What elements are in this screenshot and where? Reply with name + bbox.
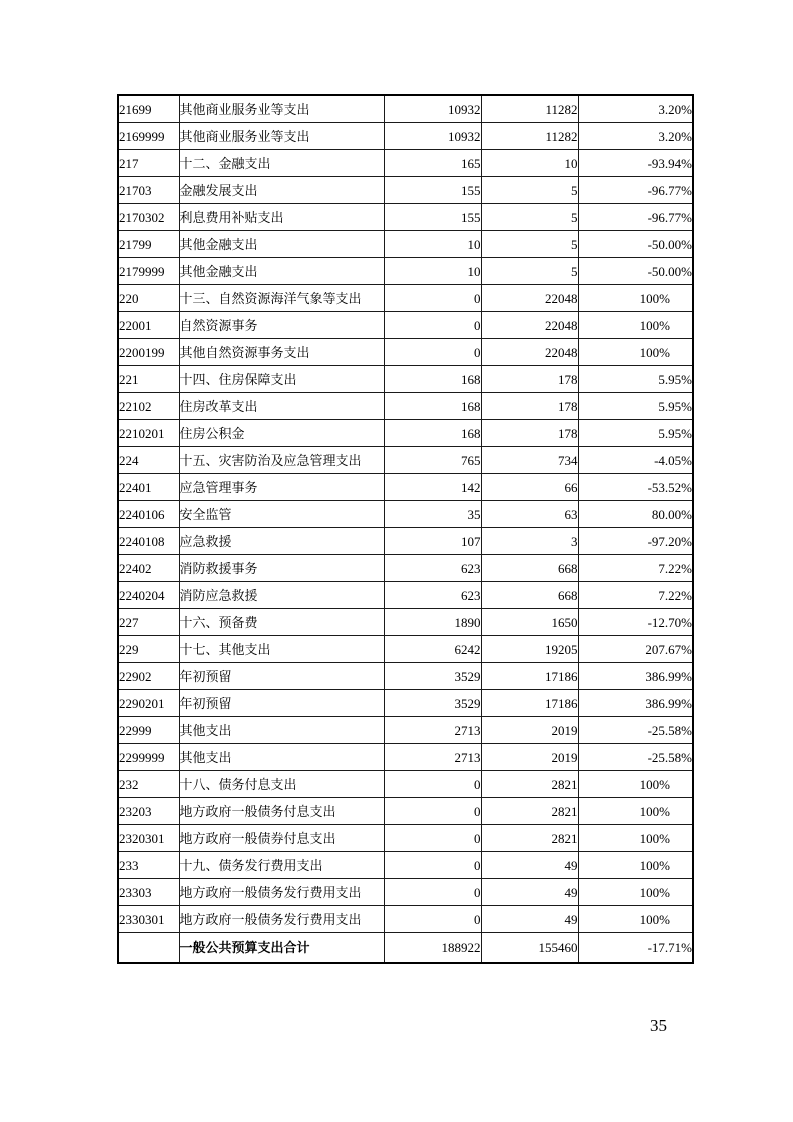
- cell-name: 利息费用补贴支出: [179, 204, 384, 231]
- cell-prev-value: 0: [384, 285, 481, 312]
- cell-change-pct: 3.20%: [578, 95, 693, 123]
- cell-change-pct: -53.52%: [578, 474, 693, 501]
- table-row: [118, 663, 693, 690]
- cell-curr-value: 22048: [481, 312, 578, 339]
- cell-curr-value: 66: [481, 474, 578, 501]
- cell-change-pct: 100%: [578, 879, 693, 906]
- cell-code: 232: [118, 771, 179, 798]
- cell-code: 2169999: [118, 123, 179, 150]
- table-row: [118, 609, 693, 636]
- cell-prev-value: 142: [384, 474, 481, 501]
- cell-code: 21699: [118, 95, 179, 123]
- table-row: [118, 717, 693, 744]
- cell-change-pct: -4.05%: [578, 447, 693, 474]
- cell-code: 224: [118, 447, 179, 474]
- table-row: [118, 420, 693, 447]
- table-row: [118, 798, 693, 825]
- cell-code: 2179999: [118, 258, 179, 285]
- cell-curr-value: 22048: [481, 339, 578, 366]
- cell-curr-value: 5: [481, 177, 578, 204]
- table-row: [118, 528, 693, 555]
- cell-prev-value: 0: [384, 906, 481, 933]
- cell-name: 消防应急救援: [179, 582, 384, 609]
- cell-name: 十三、自然资源海洋气象等支出: [179, 285, 384, 312]
- cell-curr-value: 734: [481, 447, 578, 474]
- cell-change-pct: 7.22%: [578, 582, 693, 609]
- cell-prev-value: 6242: [384, 636, 481, 663]
- cell-change-pct: -25.58%: [578, 744, 693, 771]
- cell-prev-value: 765: [384, 447, 481, 474]
- cell-curr-value: 2821: [481, 825, 578, 852]
- cell-curr-value: 49: [481, 879, 578, 906]
- cell-curr-value: 178: [481, 420, 578, 447]
- cell-curr-value: 668: [481, 582, 578, 609]
- cell-name: 住房公积金: [179, 420, 384, 447]
- table-row: [118, 95, 693, 123]
- cell-code: 221: [118, 366, 179, 393]
- cell-code: 2240108: [118, 528, 179, 555]
- cell-name: 金融发展支出: [179, 177, 384, 204]
- table-row: [118, 852, 693, 879]
- table-row: [118, 690, 693, 717]
- cell-curr-value: 5: [481, 231, 578, 258]
- cell-name: 安全监管: [179, 501, 384, 528]
- table-row: [118, 771, 693, 798]
- cell-prev-value: 107: [384, 528, 481, 555]
- cell-change-pct: 100%: [578, 798, 693, 825]
- cell-change-pct: 100%: [578, 339, 693, 366]
- cell-prev-value: 0: [384, 879, 481, 906]
- cell-code: 220: [118, 285, 179, 312]
- cell-change-pct: 386.99%: [578, 663, 693, 690]
- cell-name: 十四、住房保障支出: [179, 366, 384, 393]
- cell-name: 十六、预备费: [179, 609, 384, 636]
- cell-name: 其他自然资源事务支出: [179, 339, 384, 366]
- cell-code: 2240204: [118, 582, 179, 609]
- table-row: [118, 285, 693, 312]
- cell-name: 地方政府一般债务付息支出: [179, 798, 384, 825]
- cell-prev-value: 0: [384, 798, 481, 825]
- cell-code: 23303: [118, 879, 179, 906]
- cell-code: [118, 933, 179, 964]
- cell-code: 22102: [118, 393, 179, 420]
- cell-change-pct: -50.00%: [578, 258, 693, 285]
- cell-change-pct: 100%: [578, 825, 693, 852]
- cell-prev-value: 10: [384, 258, 481, 285]
- cell-curr-value: 5: [481, 258, 578, 285]
- cell-curr-value: 49: [481, 906, 578, 933]
- cell-prev-value: 623: [384, 582, 481, 609]
- table-row: [118, 258, 693, 285]
- cell-name: 十五、灾害防治及应急管理支出: [179, 447, 384, 474]
- cell-curr-value: 22048: [481, 285, 578, 312]
- cell-curr-value: 17186: [481, 663, 578, 690]
- cell-name: 其他商业服务业等支出: [179, 123, 384, 150]
- cell-code: 2290201: [118, 690, 179, 717]
- cell-name: 自然资源事务: [179, 312, 384, 339]
- cell-curr-value: 49: [481, 852, 578, 879]
- cell-curr-value: 668: [481, 555, 578, 582]
- cell-name: 消防救援事务: [179, 555, 384, 582]
- cell-name: 其他支出: [179, 717, 384, 744]
- cell-prev-value: 10932: [384, 123, 481, 150]
- cell-prev-value: 165: [384, 150, 481, 177]
- cell-curr-value: 2821: [481, 771, 578, 798]
- cell-code: 2320301: [118, 825, 179, 852]
- cell-curr-value: 11282: [481, 123, 578, 150]
- cell-curr-value: 19205: [481, 636, 578, 663]
- cell-curr-value: 2019: [481, 744, 578, 771]
- cell-code: 22999: [118, 717, 179, 744]
- cell-prev-value: 2713: [384, 717, 481, 744]
- cell-prev-value: 2713: [384, 744, 481, 771]
- cell-name: 地方政府一般债务发行费用支出: [179, 879, 384, 906]
- table-row: [118, 636, 693, 663]
- cell-change-pct: 100%: [578, 852, 693, 879]
- cell-prev-value: 10932: [384, 95, 481, 123]
- cell-code: 23203: [118, 798, 179, 825]
- table-row: [118, 231, 693, 258]
- cell-change-pct: 5.95%: [578, 366, 693, 393]
- cell-name: 年初预留: [179, 663, 384, 690]
- table-row: [118, 555, 693, 582]
- table-body: [118, 95, 693, 963]
- cell-prev-value: 0: [384, 312, 481, 339]
- cell-code: 233: [118, 852, 179, 879]
- cell-prev-value: 155: [384, 204, 481, 231]
- cell-name: 十七、其他支出: [179, 636, 384, 663]
- table-row: [118, 474, 693, 501]
- table-row-total: [118, 933, 693, 964]
- cell-prev-value: 623: [384, 555, 481, 582]
- table-row: [118, 744, 693, 771]
- cell-change-pct: -96.77%: [578, 204, 693, 231]
- table-row: [118, 339, 693, 366]
- table-row: [118, 366, 693, 393]
- table-row: [118, 393, 693, 420]
- cell-name: 其他商业服务业等支出: [179, 95, 384, 123]
- cell-name: 十九、债务发行费用支出: [179, 852, 384, 879]
- cell-name: 地方政府一般债务发行费用支出: [179, 906, 384, 933]
- cell-code: 22902: [118, 663, 179, 690]
- cell-code: 22401: [118, 474, 179, 501]
- cell-prev-value: 0: [384, 339, 481, 366]
- cell-code: 21799: [118, 231, 179, 258]
- cell-change-pct: 100%: [578, 906, 693, 933]
- cell-prev-value: 1890: [384, 609, 481, 636]
- cell-curr-value: 178: [481, 366, 578, 393]
- cell-code: 21703: [118, 177, 179, 204]
- cell-change-pct: 207.67%: [578, 636, 693, 663]
- cell-prev-value: 0: [384, 825, 481, 852]
- cell-name: 十八、债务付息支出: [179, 771, 384, 798]
- cell-prev-value: 3529: [384, 663, 481, 690]
- cell-prev-value: 3529: [384, 690, 481, 717]
- cell-code: 227: [118, 609, 179, 636]
- cell-prev-value: 168: [384, 420, 481, 447]
- cell-name: 一般公共预算支出合计: [179, 933, 384, 964]
- cell-code: 217: [118, 150, 179, 177]
- cell-name: 其他金融支出: [179, 258, 384, 285]
- table-row: [118, 123, 693, 150]
- cell-code: 2299999: [118, 744, 179, 771]
- cell-curr-value: 2821: [481, 798, 578, 825]
- cell-curr-value: 63: [481, 501, 578, 528]
- cell-code: 22001: [118, 312, 179, 339]
- table-row: [118, 582, 693, 609]
- cell-curr-value: 155460: [481, 933, 578, 964]
- cell-change-pct: 5.95%: [578, 420, 693, 447]
- table-row: [118, 204, 693, 231]
- cell-change-pct: -96.77%: [578, 177, 693, 204]
- cell-change-pct: 386.99%: [578, 690, 693, 717]
- cell-name: 其他支出: [179, 744, 384, 771]
- cell-curr-value: 5: [481, 204, 578, 231]
- cell-prev-value: 35: [384, 501, 481, 528]
- cell-name: 地方政府一般债券付息支出: [179, 825, 384, 852]
- cell-change-pct: -97.20%: [578, 528, 693, 555]
- cell-curr-value: 17186: [481, 690, 578, 717]
- cell-name: 年初预留: [179, 690, 384, 717]
- cell-change-pct: 5.95%: [578, 393, 693, 420]
- cell-curr-value: 178: [481, 393, 578, 420]
- cell-change-pct: -17.71%: [578, 933, 693, 964]
- cell-code: 2200199: [118, 339, 179, 366]
- cell-curr-value: 2019: [481, 717, 578, 744]
- cell-change-pct: 3.20%: [578, 123, 693, 150]
- cell-prev-value: 0: [384, 852, 481, 879]
- cell-name: 应急管理事务: [179, 474, 384, 501]
- cell-change-pct: 80.00%: [578, 501, 693, 528]
- cell-change-pct: 7.22%: [578, 555, 693, 582]
- cell-code: 2210201: [118, 420, 179, 447]
- cell-curr-value: 3: [481, 528, 578, 555]
- cell-change-pct: -50.00%: [578, 231, 693, 258]
- table-row: [118, 447, 693, 474]
- cell-change-pct: -93.94%: [578, 150, 693, 177]
- cell-prev-value: 168: [384, 393, 481, 420]
- cell-code: 22402: [118, 555, 179, 582]
- cell-prev-value: 188922: [384, 933, 481, 964]
- table-row: [118, 906, 693, 933]
- cell-code: 2330301: [118, 906, 179, 933]
- cell-change-pct: 100%: [578, 312, 693, 339]
- cell-change-pct: -25.58%: [578, 717, 693, 744]
- cell-code: 229: [118, 636, 179, 663]
- cell-prev-value: 168: [384, 366, 481, 393]
- cell-curr-value: 11282: [481, 95, 578, 123]
- table-row: [118, 177, 693, 204]
- cell-curr-value: 1650: [481, 609, 578, 636]
- cell-change-pct: -12.70%: [578, 609, 693, 636]
- cell-name: 应急救援: [179, 528, 384, 555]
- cell-code: 2170302: [118, 204, 179, 231]
- cell-change-pct: 100%: [578, 285, 693, 312]
- cell-name: 住房改革支出: [179, 393, 384, 420]
- table-row: [118, 501, 693, 528]
- cell-prev-value: 10: [384, 231, 481, 258]
- cell-code: 2240106: [118, 501, 179, 528]
- page-number: 35: [650, 1016, 667, 1035]
- cell-prev-value: 155: [384, 177, 481, 204]
- cell-prev-value: 0: [384, 771, 481, 798]
- table-row: [118, 312, 693, 339]
- cell-curr-value: 10: [481, 150, 578, 177]
- budget-table: [117, 94, 694, 964]
- cell-name: 十二、金融支出: [179, 150, 384, 177]
- table-row: [118, 150, 693, 177]
- cell-change-pct: 100%: [578, 771, 693, 798]
- table-row: [118, 825, 693, 852]
- table-row: [118, 879, 693, 906]
- cell-name: 其他金融支出: [179, 231, 384, 258]
